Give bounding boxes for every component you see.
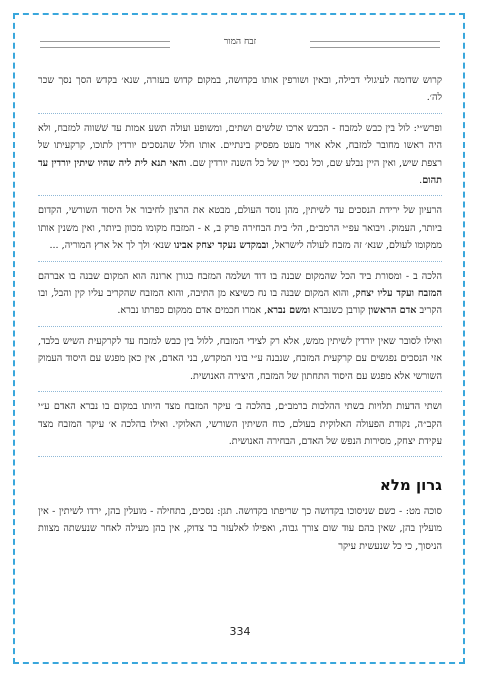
bold-text: והאי תנא לית ליה שהיו שיתין יורדין עד תהום: [38, 157, 442, 187]
section-heading: גרון מלא: [379, 476, 442, 495]
text-run: ופרש״י: לול בין כבש למזבח - הכבש ארכו שלשים ושתים, ומשופע ועולה תשע אמות עד שׁשׁווה למזבח, ולא היה ראשו מחובר למזבח, אלא אויר מעט מפסיק בינתיים. אותו חלל שהנסכים יורדין לתוכו, קרקעיתו של רצפת שיש, ואין היין נבלע שם, וכל נסכי יין של כל השנה יורדין שם.: [38, 122, 442, 169]
paragraph: [38, 120, 442, 197]
paragraph: [38, 333, 442, 392]
text-run: ושתי הדעות תלויות בשתי ההלכות ברמב״ם, בהלכה ב׳ עיקר המזבח מצד היותו במקום בו נברא האדם ע״י הקב״ה, נקודת הפעולה האלוקית בעולם, כוח השיתין השורשי, האלוקי. ואילו בהלכה א׳ עיקר המזבח מצד עקידת יצחק, מסירות הנפש של האדם, הבחירה האנושית.: [38, 401, 442, 447]
text-run: קורבן כשנברא: [310, 305, 369, 317]
header-title: זבח המור: [223, 37, 257, 47]
running-header: [40, 34, 440, 56]
paragraph: [38, 268, 442, 327]
bold-text: אדם הראשון: [368, 305, 417, 317]
bold-text: ומשם נברא: [267, 305, 311, 317]
text-run: , והוא המקום שבנה בו נח כשיצא מן התיבה, והוא המזבח שהקריב עליו קין והבל, ובו הקריב: [38, 288, 442, 317]
text-run: ואילו לסובר שאין יורדין לשיתין ממש, אלא רק לצידי המזבח, ללול בין כבש למזבח עד לקרקעית השיש בלבד, אזי הנסכים נפגשים עם קרקעית המזבח, שנבנה ע״י בוני המקדש, בני האדם, אין כאן מפגש עם היסוד העמוק השורשי אלא מפגש עם היסוד התחתון של המזבח, היצירה האנושית.: [38, 335, 443, 382]
bold-text: ובמקדש נעקד יצחק אבינו: [173, 240, 269, 252]
paragraph: [38, 72, 442, 114]
text-run: קרוש שדומה לעיגולי דבילה, ובאין ושורפין אותו בקדושה, במקום קדוש בעזרה, שנא׳ בקדש הסך נסך שכר לה׳.: [38, 75, 442, 104]
text-run: הרעיון של ירידת הנסכים עד לשיתין, מהן נוסד העולם, מבטא את הרצון לחיבור אל היסוד השורשי, הקדום ביותר, העמוק. ויבואר עפ״י הרמב״ם, הל׳ בית הבחירה פרק ב, א - המזבח מקומו מכוון ביותר, ואין משנין אותו ממקומו לעולם, שנא׳ זה מזבח לעולה לישראל,: [38, 205, 442, 252]
section-paragraph: סוכה מט: - כשם שניסוכו בקדושה כך שריפתו בקדושה. תגן: נסכים, בתחילה - מועלין בהן, ירדו לשיתין - אין מועלין בהן, שאין בהם עוד שום צורך גבוה, ואפילו לאלעזר בר צדוק, אין בהן מעילה לאחר שנעשתה מצוות הניסוך, כי כל שנעשית עיקר: [38, 505, 442, 552]
header-rule-right: [310, 41, 440, 48]
paragraph: [38, 398, 442, 457]
page-number: 334: [229, 625, 251, 638]
bold-text: המזבח ועקד עליו יצחק: [355, 288, 442, 300]
text-run: שנא׳ ולך לך אל ארץ המוריה, ...: [49, 240, 174, 252]
text-run: הלכה ב - ומסורת ביד הכל שהמקום שבנה בו דוד ושלמה המזבח בגורן ארונה הוא המקום שבנה בו אברהם: [38, 270, 442, 282]
text-run: , אמרו חכמים אדם ממקום כפרתו נברא.: [117, 305, 268, 317]
text-run: .: [419, 175, 423, 187]
paragraph: [38, 202, 442, 261]
paragraphs: [38, 72, 442, 457]
body-text: [38, 72, 442, 567]
